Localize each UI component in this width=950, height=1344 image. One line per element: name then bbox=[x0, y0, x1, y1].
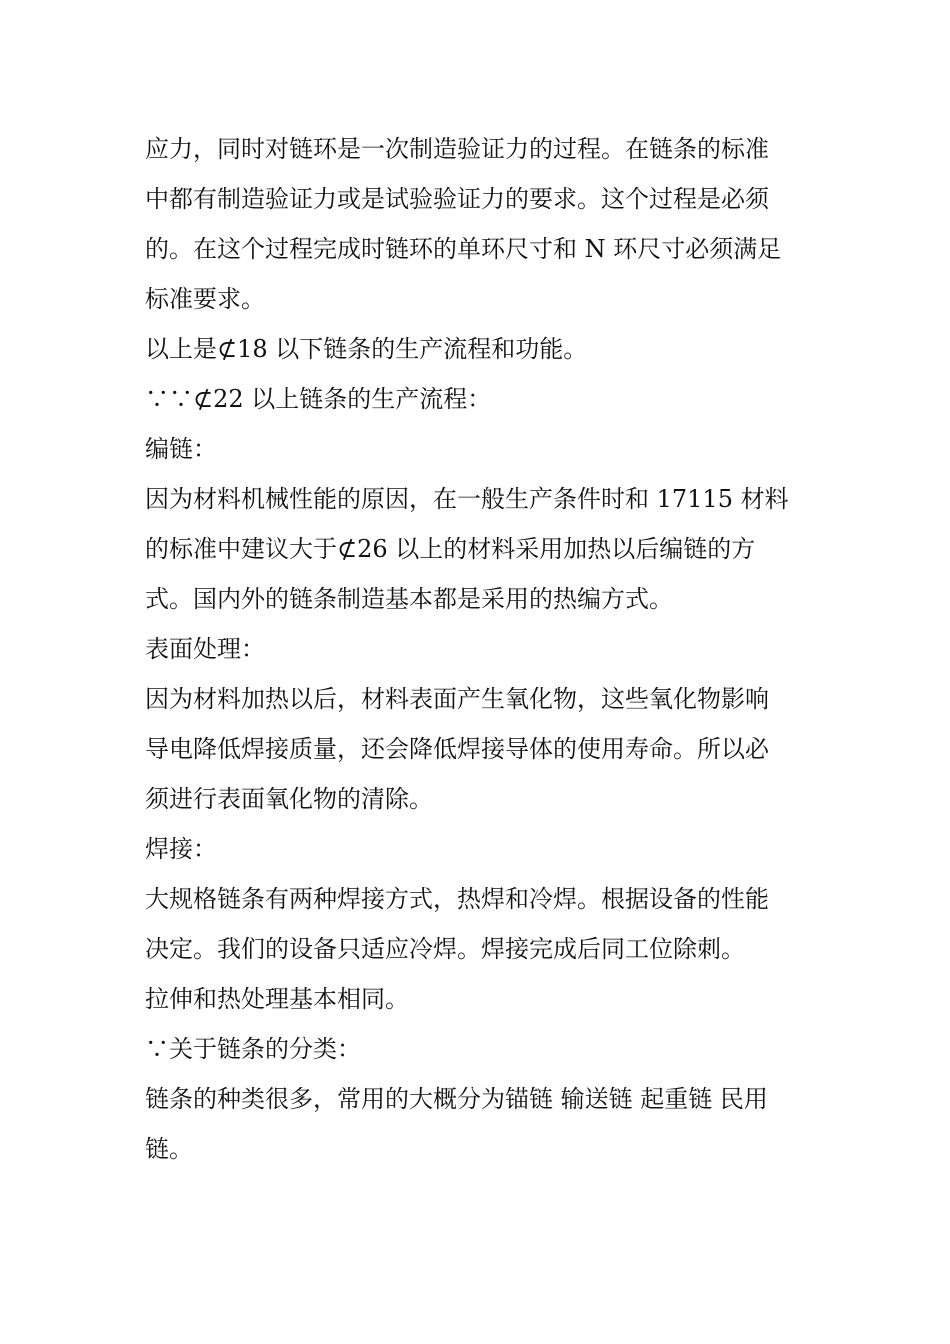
text-line: 链。 bbox=[145, 1135, 193, 1163]
text-line: 因为材料机械性能的原因，在一般生产条件时和 17115 材料 bbox=[145, 485, 789, 513]
section-heading: 表面处理： bbox=[145, 635, 265, 663]
text-line: 链条的种类很多，常用的大概分为锚链 输送链 起重链 民用 bbox=[145, 1085, 768, 1113]
text-line: 中都有制造验证力或是试验验证力的要求。这个过程是必须 bbox=[145, 185, 769, 213]
text-line: 以上是⊄18 以下链条的生产流程和功能。 bbox=[145, 335, 588, 363]
text-line: 大规格链条有两种焊接方式，热焊和冷焊。根据设备的性能 bbox=[145, 885, 769, 913]
text-line: 应力，同时对链环是一次制造验证力的过程。在链条的标准 bbox=[145, 135, 769, 163]
section-heading: ∵∵⊄22 以上链条的生产流程： bbox=[145, 385, 492, 413]
text-line: 因为材料加热以后，材料表面产生氧化物，这些氧化物影响 bbox=[145, 685, 769, 713]
document-body bbox=[145, 124, 810, 1174]
text-line: 须进行表面氧化物的清除。 bbox=[145, 785, 433, 813]
section-heading: ∵关于链条的分类： bbox=[145, 1035, 361, 1063]
text-line: 导电降低焊接质量，还会降低焊接导体的使用寿命。所以必 bbox=[145, 735, 769, 763]
text-line: 式。国内外的链条制造基本都是采用的热编方式。 bbox=[145, 585, 673, 613]
text-line: 拉伸和热处理基本相同。 bbox=[145, 985, 409, 1013]
text-line: 标准要求。 bbox=[145, 285, 265, 313]
text-line: 的标准中建议大于⊄26 以上的材料采用加热以后编链的方 bbox=[145, 535, 756, 563]
text-line: 决定。我们的设备只适应冷焊。焊接完成后同工位除刺。 bbox=[145, 935, 745, 963]
section-heading: 焊接： bbox=[145, 835, 217, 863]
section-heading: 编链： bbox=[145, 435, 217, 463]
text-line: 的。在这个过程完成时链环的单环尺寸和 N 环尺寸必须满足 bbox=[145, 235, 782, 263]
